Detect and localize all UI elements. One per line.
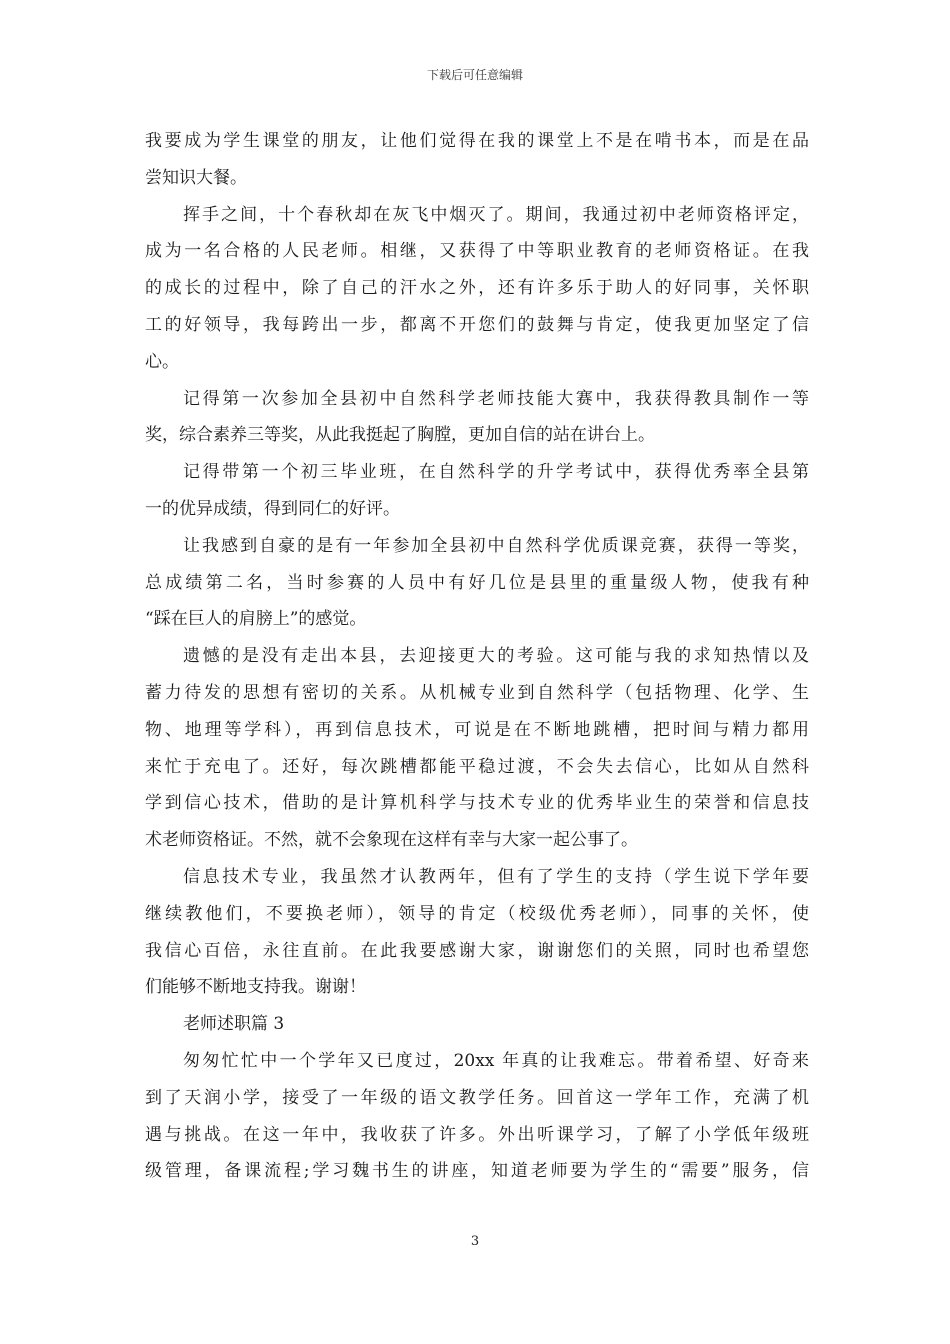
text-line: 术老师资格证。不然，就不会象现在这样有幸与大家一起公事了。 bbox=[145, 830, 638, 851]
text-line: 工的好领导，我每跨出一步，都离不开您们的鼓舞与肯定，使我更加坚定了信 bbox=[145, 314, 809, 335]
text-line: 学到信心技术，借助的是计算机科学与技术专业的优秀毕业生的荣誉和信息技 bbox=[145, 793, 809, 814]
text-line: 到了天润小学，接受了一年级的语文教学任务。回首这一学年工作，充满了机 bbox=[145, 1087, 809, 1108]
text-line: 尝知识大餐。 bbox=[145, 167, 247, 188]
text-line: 们能够不断地支持我。谢谢！ bbox=[145, 977, 366, 998]
text-line: 心。 bbox=[145, 351, 179, 372]
text-line: 总成绩第二名，当时参赛的人员中有好几位是县里的重量级人物，使我有种 bbox=[145, 572, 809, 593]
text-line: “踩在巨人的肩膀上”的感觉。 bbox=[145, 609, 367, 630]
text-line: 让我感到自豪的是有一年参加全县初中自然科学优质课竞赛，获得一等奖， bbox=[183, 535, 809, 556]
text-line: 记得第一次参加全县初中自然科学老师技能大赛中，我获得教具制作一等 bbox=[183, 388, 809, 409]
text-line: 遇与挑战。在这一年中，我收获了许多。外出听课学习，了解了小学低年级班 bbox=[145, 1124, 809, 1145]
text-line: 老师述职篇 3 bbox=[183, 1014, 285, 1035]
page-number: 3 bbox=[470, 1234, 480, 1249]
text-line: 我要成为学生课堂的朋友，让他们觉得在我的课堂上不是在啃书本，而是在品 bbox=[145, 131, 809, 151]
page-header: 下载后可任意编辑 bbox=[426, 68, 523, 82]
text-line: 物、地理等学科），再到信息技术，可说是在不断地跳槽，把时间与精力都用 bbox=[145, 719, 809, 740]
document-body bbox=[145, 123, 809, 1190]
text-line: 一的优异成绩，得到同仁的好评。 bbox=[145, 498, 400, 519]
text-line: 的成长的过程中，除了自己的汗水之外，还有许多乐于助人的好同事，关怀职 bbox=[145, 278, 809, 299]
text-line: 成为一名合格的人民老师。相继，又获得了中等职业教育的老师资格证。在我 bbox=[145, 241, 809, 262]
text-line: 蓄力待发的思想有密切的关系。从机械专业到自然科学（包括物理、化学、生 bbox=[145, 682, 809, 703]
text-line: 来忙于充电了。还好，每次跳槽都能平稳过渡，不会失去信心，比如从自然科 bbox=[145, 756, 809, 777]
text-line: 挥手之间，十个春秋却在灰飞中烟灭了。期间，我通过初中老师资格评定， bbox=[183, 204, 809, 225]
text-line: 级管理，备课流程;学习魏书生的讲座，知道老师要为学生的“需要”服务，信 bbox=[145, 1161, 809, 1182]
text-line: 我信心百倍，永往直前。在此我要感谢大家，谢谢您们的关照，同时也希望您 bbox=[145, 940, 809, 961]
text-line: 记得带第一个初三毕业班，在自然科学的升学考试中，获得优秀率全县第 bbox=[183, 462, 809, 483]
text-line: 遗憾的是没有走出本县，去迎接更大的考验。这可能与我的求知热情以及 bbox=[183, 646, 809, 667]
text-line: 奖，综合素养三等奖，从此我挺起了胸膛，更加自信的站在讲台上。 bbox=[145, 425, 655, 446]
text-line: 信息技术专业，我虽然才认教两年，但有了学生的支持（学生说下学年要 bbox=[183, 866, 809, 887]
text-line: 匆匆忙忙中一个学年又已度过，20xx 年真的让我难忘。带着希望、好奇来 bbox=[183, 1050, 809, 1071]
text-line: 继续教他们，不要换老师），领导的肯定（校级优秀老师），同事的关怀，使 bbox=[145, 903, 809, 924]
